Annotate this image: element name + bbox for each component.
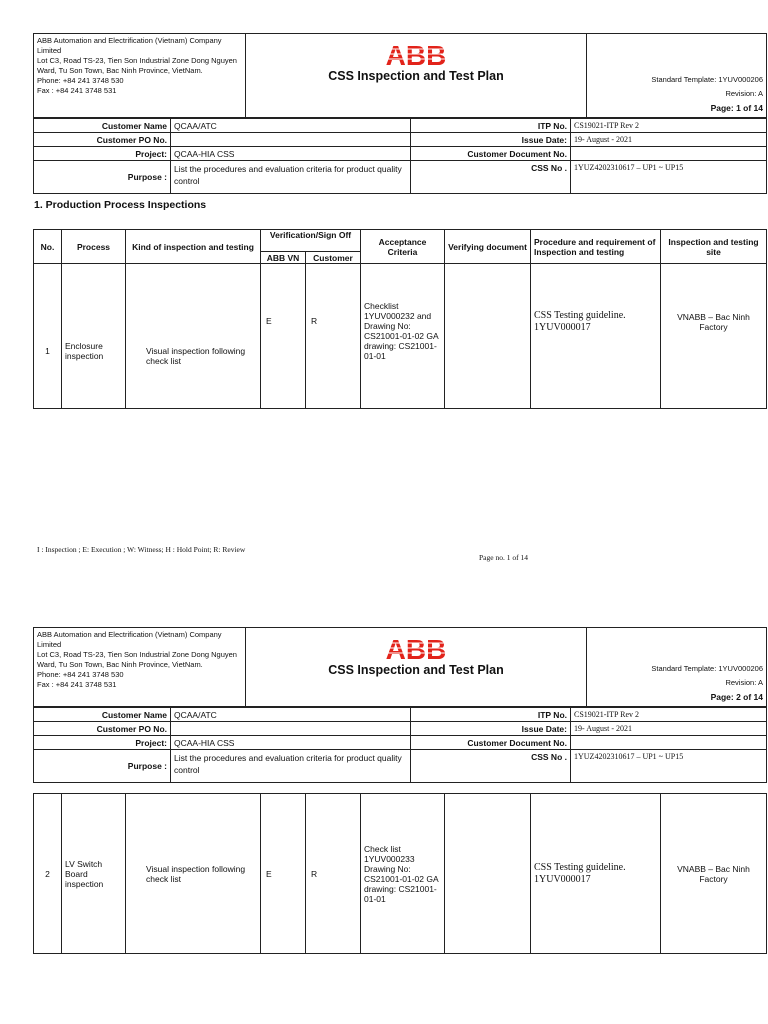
customer-name-value: QCAA/ATC xyxy=(171,119,411,133)
company-phone: Phone: +84 241 3748 530 xyxy=(37,670,124,679)
abb-logo-icon xyxy=(383,42,449,68)
header-table xyxy=(33,627,767,707)
purpose-value: List the procedures and evaluation criteria for product quality control xyxy=(171,750,411,783)
info-table xyxy=(33,118,767,194)
customer-name-value: QCAA/ATC xyxy=(171,708,411,722)
standard-template: Standard Template: 1YUV000206 xyxy=(651,75,763,84)
row-process: Enclosure inspection xyxy=(62,264,126,409)
col-header-procedure: Procedure and requirement of Inspection and testing xyxy=(531,230,661,264)
section-title: 1. Production Process Inspections xyxy=(34,199,207,211)
document-page-1 xyxy=(33,33,766,562)
footer-page-number: Page no. 1 of 14 xyxy=(479,553,528,562)
company-name: ABB Automation and Electrification (Vietnam) Company Limited xyxy=(37,630,222,649)
customer-po-value xyxy=(171,722,411,736)
company-fax: Fax : +84 241 3748 531 xyxy=(37,86,117,95)
company-address: Lot C3, Road TS-23, Tien Son Industrial Zone Dong Nguyen Ward, Tu Son Town, Bac Ninh Province, VietNam. xyxy=(37,650,237,669)
issue-date-value: 19- August - 2021 xyxy=(571,133,767,147)
css-no-value: 1YUZ4202310617 – UP1 ~ UP15 xyxy=(571,161,767,194)
inspection-table xyxy=(33,229,767,409)
css-no-label: CSS No . xyxy=(411,161,571,194)
customer-name-label: Customer Name xyxy=(34,708,171,722)
company-name: ABB Automation and Electrification (Vietnam) Company Limited xyxy=(37,36,222,55)
customer-document-value xyxy=(571,736,767,750)
company-block xyxy=(34,628,246,707)
col-header-verifying: Verifying document xyxy=(445,230,531,264)
document-title: CSS Inspection and Test Plan xyxy=(328,69,504,83)
table-row xyxy=(34,264,767,409)
row-abb-vn: E xyxy=(261,264,306,409)
purpose-value: List the procedures and evaluation criteria for product quality control xyxy=(171,161,411,194)
row-abb-vn: E xyxy=(261,794,306,954)
template-block xyxy=(587,628,767,707)
itp-label: ITP No. xyxy=(411,708,571,722)
svg-text:ABB: ABB xyxy=(385,42,447,68)
company-address: Lot C3, Road TS-23, Tien Son Industrial Zone Dong Nguyen Ward, Tu Son Town, Bac Ninh Province, VietNam. xyxy=(37,56,237,75)
itp-value: CS19021-ITP Rev 2 xyxy=(571,119,767,133)
table-row xyxy=(34,794,767,954)
svg-text:ABB: ABB xyxy=(385,636,447,662)
row-customer: R xyxy=(306,794,361,954)
purpose-label: Purpose : xyxy=(34,750,171,783)
row-verifying xyxy=(445,264,531,409)
company-block xyxy=(34,34,246,118)
row-kind: Visual inspection following check list xyxy=(126,264,261,409)
customer-po-label: Customer PO No. xyxy=(34,133,171,147)
header-table xyxy=(33,33,767,118)
row-acceptance: Checklist 1YUV000232 and Drawing No: CS21001-01-02 GA drawing: CS21001-01-01 xyxy=(361,264,445,409)
page-number: Page: 2 of 14 xyxy=(710,692,763,702)
revision: Revision: A xyxy=(725,678,763,687)
document-title: CSS Inspection and Test Plan xyxy=(328,663,504,677)
col-header-abb-vn: ABB VN xyxy=(261,252,306,264)
col-header-no: No. xyxy=(34,230,62,264)
css-no-value: 1YUZ4202310617 – UP1 ~ UP15 xyxy=(571,750,767,783)
col-header-acceptance: Acceptance Criteria xyxy=(361,230,445,264)
col-header-customer: Customer xyxy=(306,252,361,264)
issue-date-label: Issue Date: xyxy=(411,133,571,147)
col-header-verification: Verification/Sign Off xyxy=(261,230,361,252)
purpose-label: Purpose : xyxy=(34,161,171,194)
project-label: Project: xyxy=(34,147,171,161)
row-kind: Visual inspection following check list xyxy=(126,794,261,954)
project-label: Project: xyxy=(34,736,171,750)
col-header-site: Inspection and testing site xyxy=(661,230,767,264)
row-acceptance: Check list 1YUV000233 Drawing No: CS21001-01-02 GA drawing: CS21001-01-01 xyxy=(361,794,445,954)
itp-label: ITP No. xyxy=(411,119,571,133)
template-block xyxy=(587,34,767,118)
issue-date-value: 19- August - 2021 xyxy=(571,722,767,736)
company-phone: Phone: +84 241 3748 530 xyxy=(37,76,124,85)
document-page-2 xyxy=(33,627,766,904)
row-verifying xyxy=(445,794,531,954)
project-value: QCAA-HIA CSS xyxy=(171,736,411,750)
row-no: 1 xyxy=(34,264,62,409)
customer-po-label: Customer PO No. xyxy=(34,722,171,736)
row-process: LV Switch Board inspection xyxy=(62,794,126,954)
customer-document-label: Customer Document No. xyxy=(411,736,571,750)
customer-name-label: Customer Name xyxy=(34,119,171,133)
standard-template: Standard Template: 1YUV000206 xyxy=(651,664,763,673)
row-site: VNABB – Bac Ninh Factory xyxy=(661,794,767,954)
company-fax: Fax : +84 241 3748 531 xyxy=(37,680,117,689)
row-no: 2 xyxy=(34,794,62,954)
title-block xyxy=(246,628,587,707)
customer-document-value xyxy=(571,147,767,161)
project-value: QCAA-HIA CSS xyxy=(171,147,411,161)
info-table xyxy=(33,707,767,783)
row-customer: R xyxy=(306,264,361,409)
issue-date-label: Issue Date: xyxy=(411,722,571,736)
col-header-process: Process xyxy=(62,230,126,264)
row-site: VNABB – Bac Ninh Factory xyxy=(661,264,767,409)
customer-po-value xyxy=(171,133,411,147)
title-block xyxy=(246,34,587,118)
revision: Revision: A xyxy=(725,89,763,98)
itp-value: CS19021-ITP Rev 2 xyxy=(571,708,767,722)
row-procedure: CSS Testing guideline. 1YUV000017 xyxy=(531,794,661,954)
customer-document-label: Customer Document No. xyxy=(411,147,571,161)
footer-legend: I : Inspection ; E: Execution ; W: Witness; H : Hold Point; R: Review xyxy=(37,545,246,554)
row-procedure: CSS Testing guideline. 1YUV000017 xyxy=(531,264,661,409)
inspection-table xyxy=(33,793,767,954)
page-number: Page: 1 of 14 xyxy=(710,103,763,113)
css-no-label: CSS No . xyxy=(411,750,571,783)
col-header-kind: Kind of inspection and testing xyxy=(126,230,261,264)
abb-logo-icon xyxy=(383,636,449,662)
